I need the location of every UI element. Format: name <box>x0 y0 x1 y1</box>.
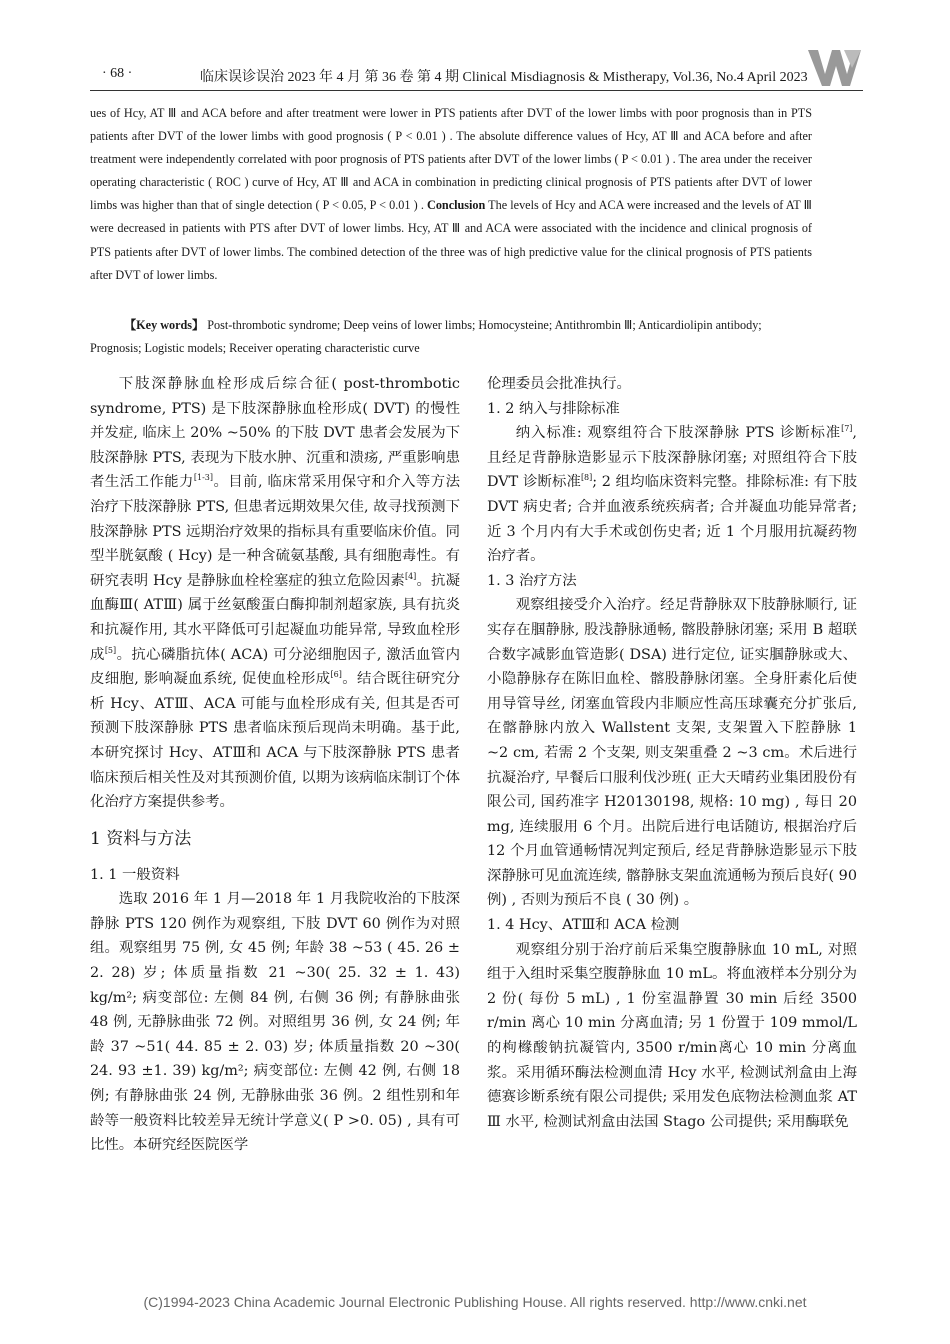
treatment-paragraph: 观察组接受介入治疗。经足背静脉双下肢静脉顺行, 证实存在腘静脉, 股浅静脉通畅, 髂股静脉闭塞; 采用 B 超联合数字减影血管造影( DSA) 进行定位, 证实腘静脉或大、小隐静脉存在陈旧血栓、髂股静脉闭塞。全身肝素化后使用导管导丝, 闭塞血管段内非顺应性高压球囊充分扩张后, 在髂静脉内放入 Wallstent 支架, 支架置入下腔静脉 1 ~2 cm, 若需 2 个支架, 则支架重叠 2 ~3 cm。术后进行抗凝治疗, 早餐后口服利伐沙班( 正大天晴药业集团股份有限公司, 国药准字 H20130198, 规格: 10 mg) , 每日 20 mg, 连续服用 6 个月。出院后进行电话随访, 根据治疗后 12 个月血管通畅情况判定预后, 经足背静脉造影显示下肢深静脉可见血流连续, 髂静脉支架血流通畅为预后良好( 90 例) , 否则为预后不良 ( 30 例) 。 <box>487 597 857 909</box>
criteria-b: , 且经足背静脉造影显示下肢深静脉闭塞; 对照组符合下肢 DVT 诊断标准 <box>487 425 857 491</box>
citation: [7] <box>841 424 853 434</box>
section-heading-1-2: 1. 2 纳入与排除标准 <box>487 400 620 417</box>
criteria-a: 纳入标准: 观察组符合下肢深静脉 PTS 诊断标准 <box>515 425 842 442</box>
intro-paragraph <box>90 372 460 815</box>
section-heading-1-3: 1. 3 治疗方法 <box>487 572 577 589</box>
conclusion-label: Conclusion <box>427 198 486 213</box>
citation: [1-3] <box>193 473 213 483</box>
keywords-block <box>90 314 812 360</box>
intro-e: 。结合既往研究分析 Hcy、ATⅢ、ACA 可能与血栓形成有关, 但其是否可预测下肢深静脉 PTS 患者临床预后现尚未明确。基于此, 本研究探讨 Hcy、ATⅢ和 ACA 与下肢深静脉 PTS 患者临床预后相关性及对其预测价值, 以期为该病临床制订个体化治疗方案提供参考。 <box>90 671 460 811</box>
left-column <box>90 372 460 1158</box>
section-heading-1: 1 资料与方法 <box>90 828 192 849</box>
copyright-footer: (C)1994-2023 China Academic Journal Electronic Publishing House. All rights reserved. http://www.cnki.net <box>143 1294 807 1310</box>
right-column <box>487 372 857 1134</box>
abstract-results-text: ues of Hcy, AT Ⅲ and ACA before and after treatment were lower in PTS patients after DVT of the lower limbs with poor prognosis than in PTS patients after DVT of the lower limbs with good prognosis ( P < 0.01 ) . The absolute difference values of Hcy, AT Ⅲ and ACA before and after treatment were independently correlated with poor prognosis of PTS patients after DVT of the lower limbs ( P < 0.01 ) . The area under the receiver operating characteristic ( ROC ) curve of Hcy, AT Ⅲ and ACA in combination in predicting clinical prognosis of PTS patients after DVT of lower limbs was higher than that of single detection ( P < 0.05, P < 0.01 ) . <box>90 106 812 213</box>
journal-title: 临床误诊误治 2023 年 4 月 第 36 卷 第 4 期 Clinical Misdiagnosis & Mistherapy, Vol.36, No.4 April 2023 <box>200 70 808 85</box>
citation: [6] <box>330 670 342 680</box>
section-heading-1-4: 1. 4 Hcy、ATⅢ和 ACA 检测 <box>487 917 680 934</box>
keywords-label: 【Key words】 <box>124 318 205 332</box>
citation: [4] <box>404 571 417 581</box>
intro-a: 下肢深静脉血栓形成后综合征( post-thrombotic syndrome, PTS) 是下肢深静脉血栓形成( DVT) 的慢性并发症, 临床上 20% ~50% 的下肢 DVT 患者会发展为下肢深静脉 PTS, 表现为下肢水肿、沉重和溃疡, 严重影响患者生活工作能力 <box>90 376 460 491</box>
abstract-results <box>90 102 812 287</box>
detection-paragraph: 观察组分别于治疗前后采集空腹静脉血 10 mL, 对照组于入组时采集空腹静脉血 10 mL。将血液样本分别分为 2 份( 每份 5 mL) , 1 份室温静置 30 min 后经 3500 r/min 离心 10 min 分离血清; 另 1 份置于 109 mmol/L 的枸橼酸钠抗凝管内, 3500 r/min离心 10 min 分离血浆。采用循环酶法检测血清 Hcy 水平, 检测试剂盒由上海德赛诊断系统有限公司提供; 采用发色底物法检测血浆 AT Ⅲ 水平, 检测试剂盒由法国 Stago 公司提供; 采用酶联免 <box>487 941 857 1130</box>
intro-d: 。抗心磷脂抗体( ACA) 可分泌细胞因子, 激活血管内皮细胞, 影响凝血系统, 促使血栓形成 <box>90 646 460 688</box>
intro-b: 。目前, 临床常采用保守和介入等方法治疗下肢深静脉 PTS, 但患者远期效果欠佳, 故寻找预测下肢深静脉 PTS 远期治疗效果的指标具有重要临床价值。同型半胱氨酸 ( Hcy) 是一种含硫氨基酸, 具有细胞毒性。有研究表明 Hcy 是静脉血栓栓塞症的独立危险因素 <box>90 474 460 589</box>
criteria-c: ; 2 组均临床资料完整。排除标准: 有下肢 DVT 病史者; 合并血液系统疾病者; 合并凝血功能异常者; 近 3 个月内有大手术或创伤史者; 近 1 个月服用抗凝药物治疗者。 <box>487 474 857 565</box>
ethics-continuation: 伦理委员会批准执行。 <box>487 376 631 392</box>
criteria-paragraph <box>487 421 857 569</box>
citation: [5] <box>104 645 117 655</box>
english-abstract <box>90 102 812 287</box>
conclusion-text: The levels of Hcy and ACA were increased and the levels of AT Ⅲ were decreased in patients with PTS after DVT of lower limbs. Hcy, AT Ⅲ and ACA were associated with the incidence and clinical prognosis of PTS patients after DVT of lower limbs. The combined detection of the three was of high predictive value for the clinical prognosis of PTS patients after DVT of lower limbs. <box>90 198 812 282</box>
section-heading-1-1: 1. 1 一般资料 <box>90 866 180 883</box>
general-data-paragraph: 选取 2016 年 1 月—2018 年 1 月我院收治的下肢深静脉 PTS 120 例作为观察组, 下肢 DVT 60 例作为对照组。观察组男 75 例, 女 45 例; 年龄 38 ~53 ( 45. 26 ± 2. 28) 岁; 体质量指数 21 ~30( 25. 32 ± 1. 43) kg/m²; 病变部位: 左侧 84 例, 右侧 36 例; 有静脉曲张 48 例, 无静脉曲张 72 例。对照组男 36 例, 女 24 例; 年龄 37 ~51( 44. 85 ± 2. 03) 岁; 体质量指数 20 ~30( 24. 93 ±1. 39) kg/m²; 病变部位: 左侧 42 例, 右侧 18 例; 有静脉曲张 24 例, 无静脉曲张 36 例。2 组性别和年龄等一般资料比较差异无统计学意义( P >0. 05) , 具有可比性。本研究经医院医学 <box>90 891 460 1154</box>
header-rule <box>90 90 863 91</box>
intro-c: 。抗凝血酶Ⅲ( ATⅢ) 属于丝氨酸蛋白酶抑制剂超家族, 具有抗炎和抗凝作用, 其水平降低可引起凝血功能异常, 导致血栓形成 <box>90 572 460 663</box>
page-number: · 68 · <box>102 66 133 81</box>
journal-logo-icon <box>806 46 862 90</box>
page-header <box>90 64 890 88</box>
citation: [8] <box>580 473 593 483</box>
keywords-text: Post-thrombotic syndrome; Deep veins of lower limbs; Homocysteine; Antithrombin Ⅲ; Anticardiolipin antibody; Prognosis; Logistic models; Receiver operating characteristic curve <box>90 318 762 355</box>
